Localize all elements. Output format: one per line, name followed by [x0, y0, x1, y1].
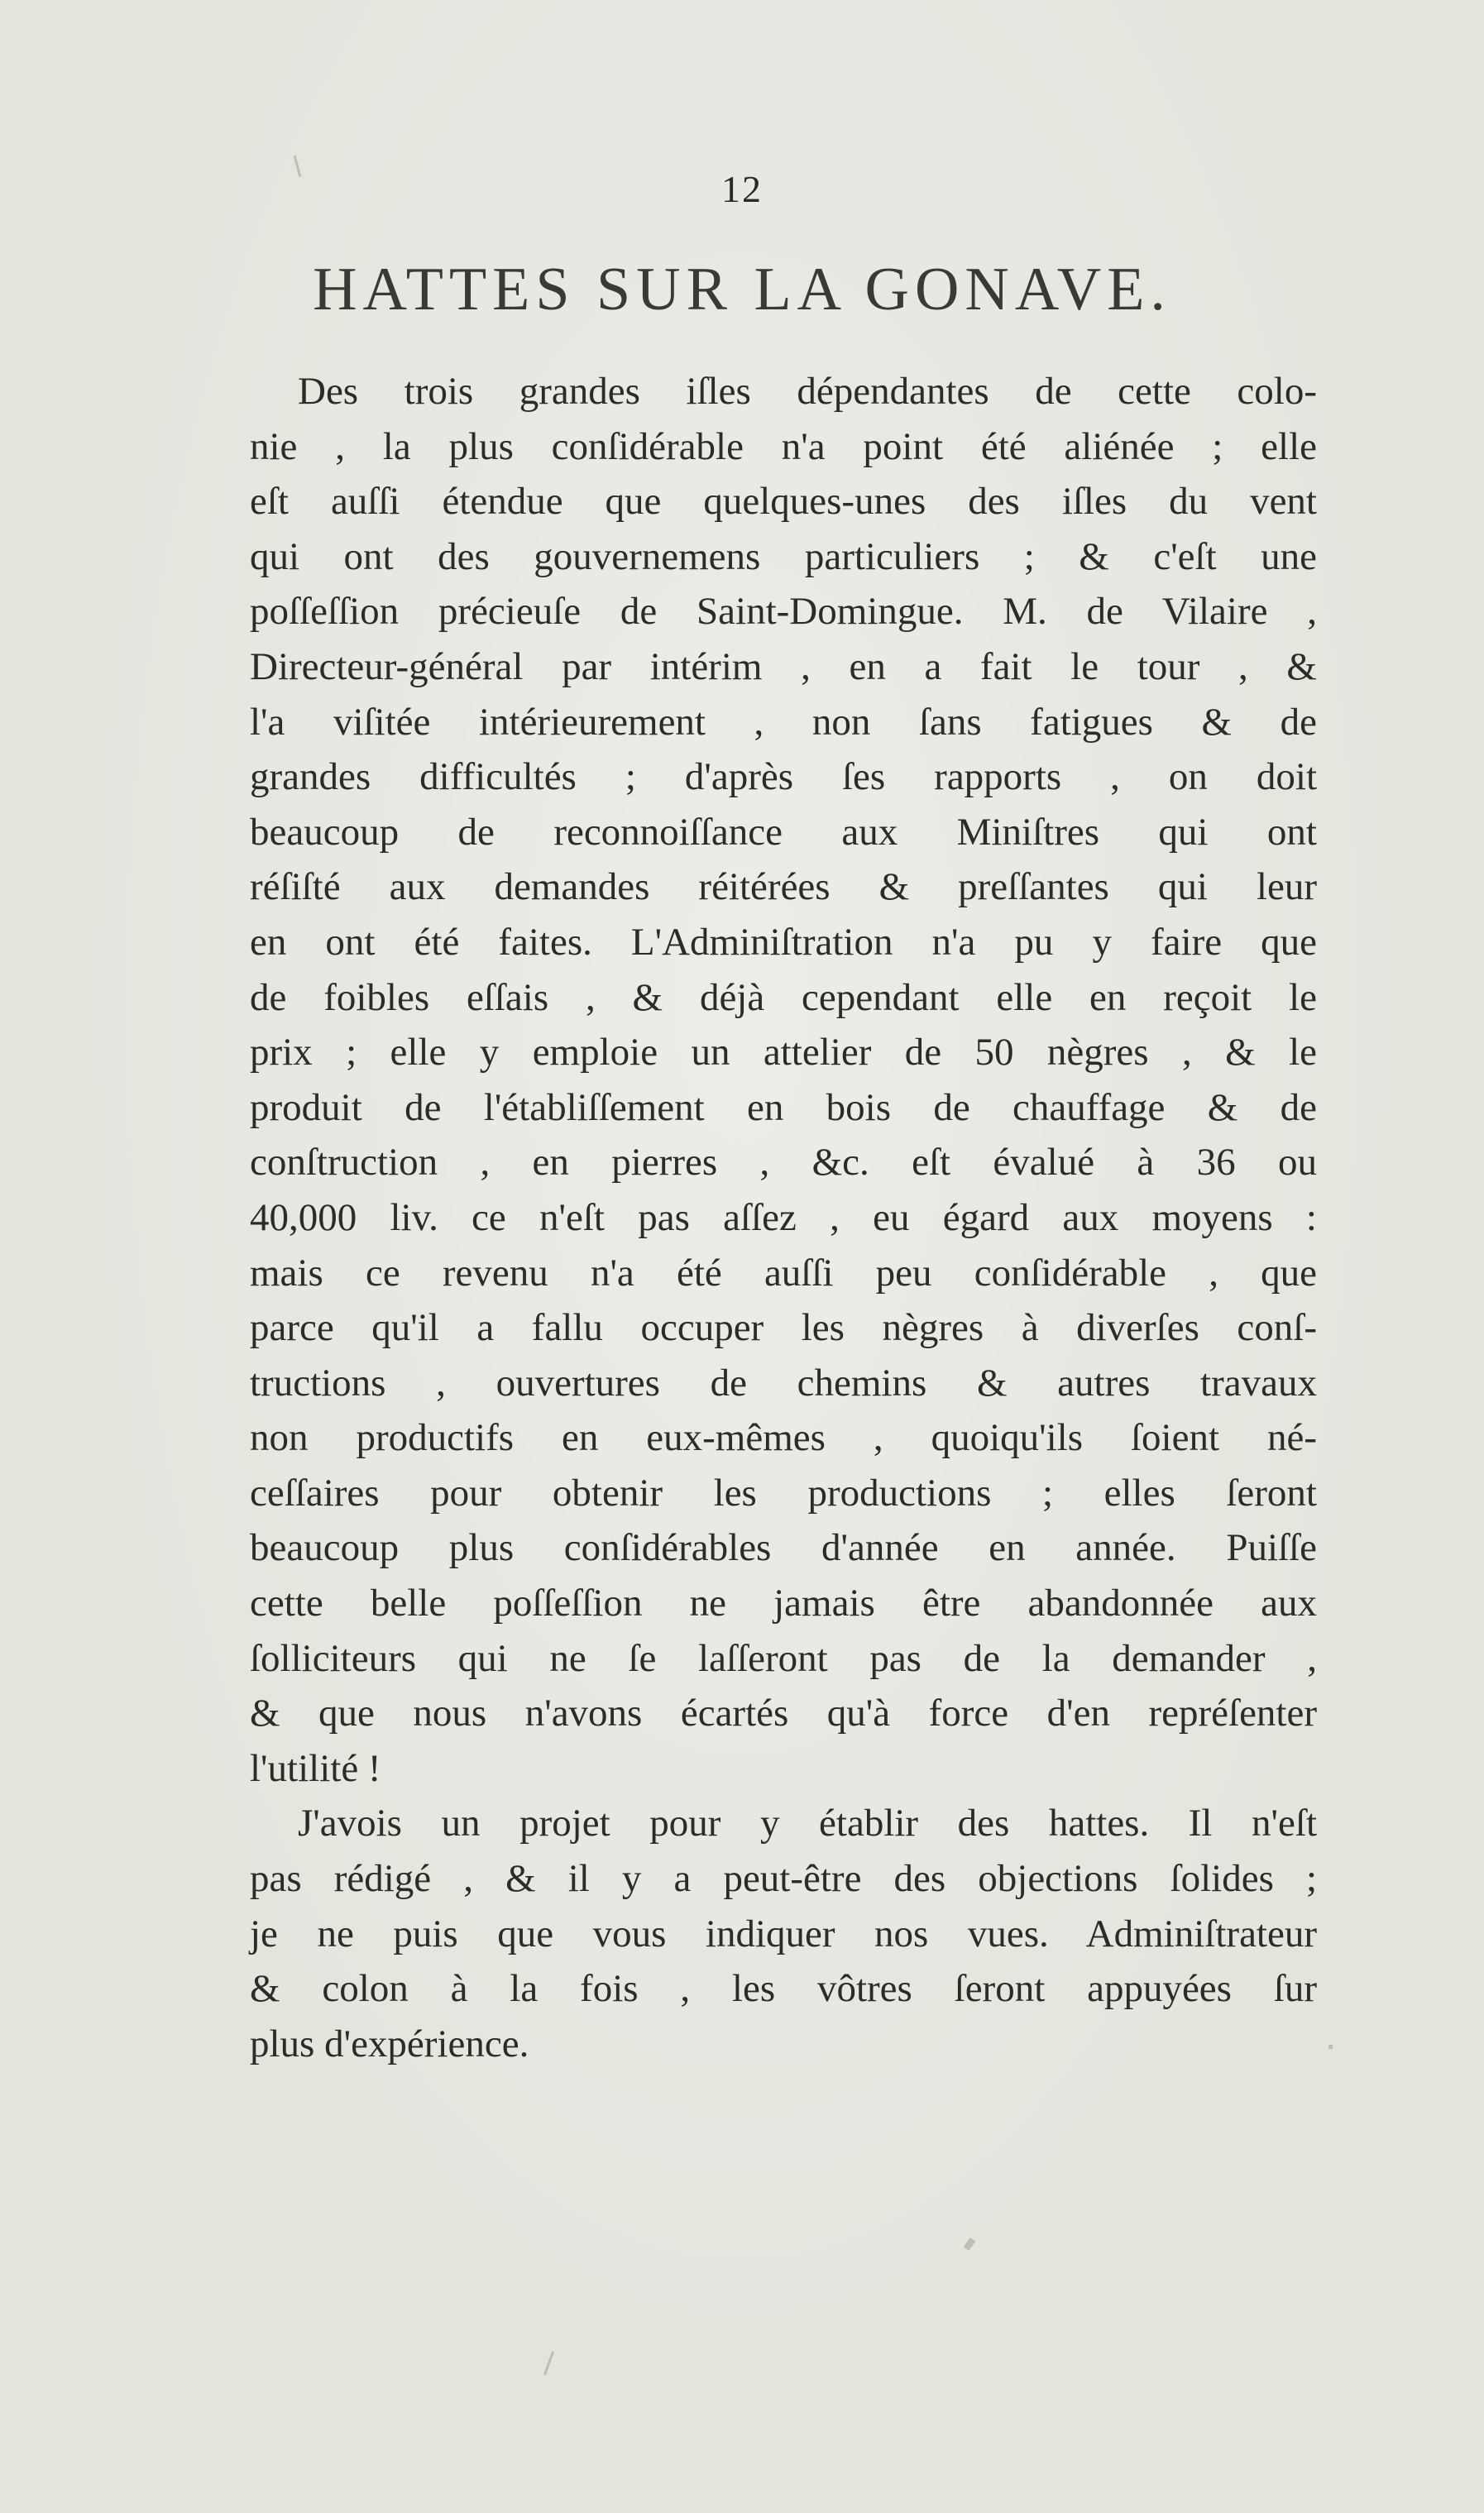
text-line: pas rédigé , & il y a peut-être des objections ſolides ;: [250, 1857, 1317, 1901]
text-line: ceſſaires pour obtenir les productions ; elles ſeront: [250, 1471, 1317, 1515]
text-line: eſt auſſi étendue que quelques-unes des iſles du vent: [250, 480, 1317, 524]
text-line: l'utilité !: [250, 1746, 381, 1790]
text-line: beaucoup de reconnoiſſance aux Miniſtres qui ont: [250, 810, 1317, 854]
paper-speck: [964, 2238, 976, 2251]
text-line: 40,000 liv. ce n'eſt pas aſſez , eu égard aux moyens :: [250, 1195, 1317, 1239]
text-line: prix ; elle y emploie un attelier de 50 nègres , & le: [250, 1031, 1317, 1075]
text-line: J'avois un projet pour y établir des hattes. Il n'eſt: [298, 1802, 1317, 1845]
text-line: qui ont des gouvernemens particuliers ; & c'eſt une: [250, 534, 1317, 578]
text-line: Des trois grandes iſles dépendantes de cette colo-: [298, 370, 1317, 413]
text-line: cette belle poſſeſſion ne jamais être abandonnée aux: [250, 1582, 1317, 1625]
text-line: de foibles eſſais , & déjà cependant elle en reçoit le: [250, 975, 1317, 1019]
text-line: & que nous n'avons écartés qu'à force d'en repréſenter: [250, 1692, 1317, 1735]
paper-speck: [1328, 2045, 1333, 2049]
text-line: je ne puis que vous indiquer nos vues. Adminiſtrateur: [250, 1912, 1317, 1955]
paper-speck: [543, 2351, 554, 2375]
text-line: tructions , ouvertures de chemins & autres travaux: [250, 1361, 1317, 1405]
text-line: plus d'expérience.: [250, 2022, 529, 2065]
text-line: poſſeſſion précieuſe de Saint-Domingue. M. de Vilaire ,: [250, 590, 1317, 634]
text-line: Directeur-général par intérim , en a fait le tour , &: [250, 644, 1317, 688]
text-line: conſtruction , en pierres , &c. eſt évalué à 36 ou: [250, 1141, 1317, 1185]
text-line: en ont été faites. L'Adminiſtration n'a pu y faire que: [250, 920, 1317, 964]
text-body: [250, 364, 1317, 2071]
text-line: & colon à la fois , les vôtres ſeront appuyées ſur: [250, 1967, 1317, 2011]
text-line: beaucoup plus conſidérables d'année en année. Puiſſe: [250, 1526, 1317, 1570]
text-line: réſiſté aux demandes réitérées & preſſantes qui leur: [250, 865, 1317, 909]
text-line: parce qu'il a fallu occuper les nègres à diverſes conſ-: [250, 1306, 1317, 1350]
text-line: grandes difficultés ; d'après ſes rapports , on doit: [250, 755, 1317, 799]
page-number: 12: [721, 168, 763, 210]
text-line: nie , la plus conſidérable n'a point été aliénée ; elle: [250, 424, 1317, 468]
text-line: l'a viſitée intérieurement , non ſans fatigues & de: [250, 700, 1317, 744]
text-line: ſolliciteurs qui ne ſe laſſeront pas de la demander ,: [250, 1636, 1317, 1680]
paragraph-2: [250, 1796, 1317, 2071]
page-title: HATTES SUR LA GONAVE.: [313, 256, 1171, 323]
text-line: mais ce revenu n'a été auſſi peu conſidérable , que: [250, 1251, 1317, 1295]
text-line: produit de l'établiſſement en bois de chauffage & de: [250, 1085, 1317, 1129]
paragraph-1: [250, 364, 1317, 1796]
text-line: non productifs en eux-mêmes , quoiqu'ils ſoient né-: [250, 1416, 1317, 1460]
